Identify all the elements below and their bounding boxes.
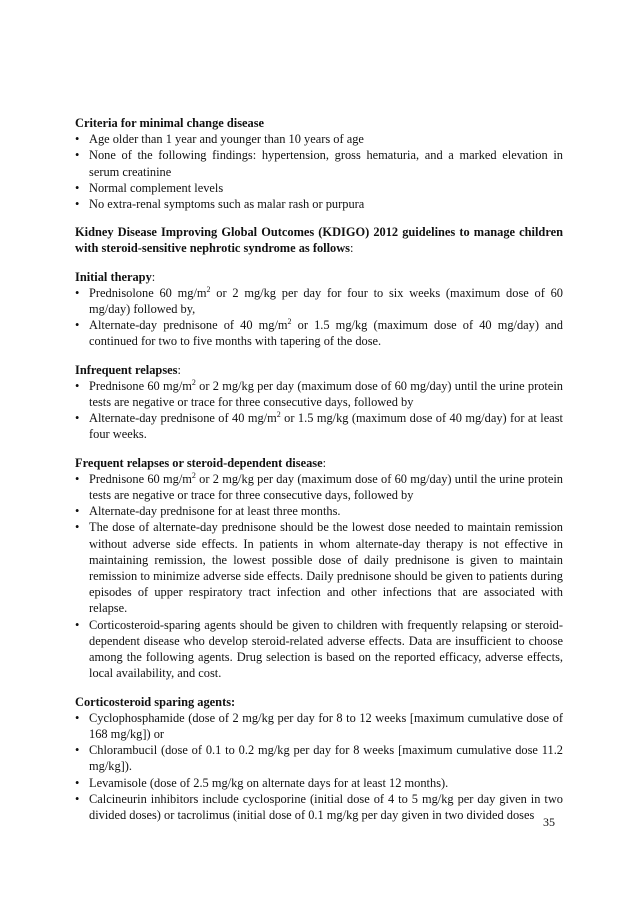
list-item: • Levamisole (dose of 2.5 mg/kg on alternate days for at least 12 months). — [75, 775, 563, 791]
superscript: 2 — [206, 284, 211, 294]
criteria-section — [75, 115, 563, 212]
initial-heading-row — [75, 269, 563, 285]
infrequent-relapses-section — [75, 362, 563, 443]
kdigo-colon: : — [350, 241, 354, 256]
list-item: • Cyclophosphamide (dose of 2 mg/kg per day for 8 to 12 weeks [maximum cumulative dose of 168 mg/kg]) or — [75, 710, 563, 742]
list-item: • No extra-renal symptoms such as malar rash or purpura — [75, 196, 563, 212]
list-item — [75, 471, 563, 503]
item-text: Alternate-day prednisone of 40 mg/m — [89, 318, 288, 333]
superscript: 2 — [287, 317, 292, 327]
list-item — [75, 410, 563, 442]
frequent-heading: Frequent relapses or steroid-dependent disease — [75, 455, 323, 470]
item-text: Prednisolone 60 mg/m — [89, 285, 207, 300]
frequent-heading-row — [75, 455, 563, 471]
superscript: 2 — [191, 470, 196, 480]
list-item: • The dose of alternate-day prednisone should be the lowest dose needed to maintain remission without adverse side effects. In patients in whom alternate-day therapy is not effective in maintaining remission, the lowest possible dose of daily prednisone is given to maintain remission to minimize adverse side effects. Daily prednisone should be given to patients during episodes of upper respiratory tract infection and other infections that are associated with relapse. — [75, 519, 563, 616]
superscript: 2 — [276, 410, 281, 420]
list-item: • Alternate-day prednisone for at least three months. — [75, 503, 563, 519]
criteria-list — [75, 131, 563, 212]
item-text: or 1.5 mg/kg (maximum dose of 40 mg/day) for at least four weeks. — [89, 411, 563, 442]
kdigo-heading: Kidney Disease Improving Global Outcomes (KDIGO) 2012 guidelines to manage children with steroid-sensitive nephrotic syndrome as follows — [75, 225, 563, 256]
list-item: • Chlorambucil (dose of 0.1 to 0.2 mg/kg per day for 8 weeks [maximum cumulative dose 11.2 mg/kg]). — [75, 742, 563, 774]
list-item: • Calcineurin inhibitors include cyclosporine (initial dose of 4 to 5 mg/kg per day given in two divided doses) or tacrolimus (initial dose of 0.1 mg/kg per day given in two divided doses — [75, 791, 563, 823]
list-item — [75, 378, 563, 410]
item-text: or 2 mg/kg per day (maximum dose of 60 mg/day) until the urine protein tests are negative or trace for three consecutive days, followed by — [89, 378, 564, 410]
infrequent-heading: Infrequent relapses — [75, 362, 178, 377]
list-item — [75, 317, 563, 349]
kdigo-heading-row — [75, 224, 563, 256]
item-text: Alternate-day prednisone of 40 mg/m — [89, 411, 277, 426]
superscript: 2 — [191, 377, 196, 387]
initial-therapy-section — [75, 269, 563, 350]
list-item: • Corticosteroid-sparing agents should be given to children with frequently relapsing or steroid-dependent disease who develop steroid-related adverse effects. Data are insufficient to choose among the following agents. Drug selection is based on the reported efficacy, adverse effects, local availability, and cost. — [75, 617, 563, 682]
item-text: or 1.5 mg/kg (maximum dose of 40 mg/day) and continued for two to five months with tapering of the dose. — [89, 318, 563, 349]
initial-colon: : — [151, 269, 156, 284]
list-item: • Normal complement levels — [75, 180, 563, 196]
kdigo-section — [75, 224, 563, 256]
frequent-list — [75, 471, 563, 682]
infrequent-heading-row — [75, 362, 563, 378]
infrequent-colon: : — [177, 362, 181, 377]
sparing-heading: Corticosteroid sparing agents: — [75, 694, 236, 709]
list-item — [75, 285, 563, 317]
frequent-colon: : — [322, 455, 327, 470]
initial-list — [75, 285, 563, 350]
infrequent-list — [75, 378, 563, 443]
document-page — [75, 115, 563, 835]
list-item: • None of the following findings: hypertension, gross hematuria, and a marked elevation in serum creatinine — [75, 147, 563, 179]
sparing-list — [75, 710, 563, 823]
initial-heading: Initial therapy — [75, 269, 152, 284]
item-text: or 2 mg/kg per day for four to six weeks (maximum dose of 60 mg/day) followed by, — [89, 285, 563, 317]
list-item: • Age older than 1 year and younger than 10 years of age — [75, 131, 563, 147]
page-number: 35 — [543, 815, 555, 829]
sparing-agents-section — [75, 694, 563, 824]
frequent-relapses-section — [75, 455, 563, 682]
criteria-heading: Criteria for minimal change disease — [75, 116, 265, 130]
item-text: Prednisone 60 mg/m — [89, 378, 192, 393]
item-text: Prednisone 60 mg/m — [89, 471, 192, 486]
item-text: or 2 mg/kg per day (maximum dose of 60 mg/day) until the urine protein tests are negative or trace for three consecutive days, followed by — [89, 471, 564, 503]
